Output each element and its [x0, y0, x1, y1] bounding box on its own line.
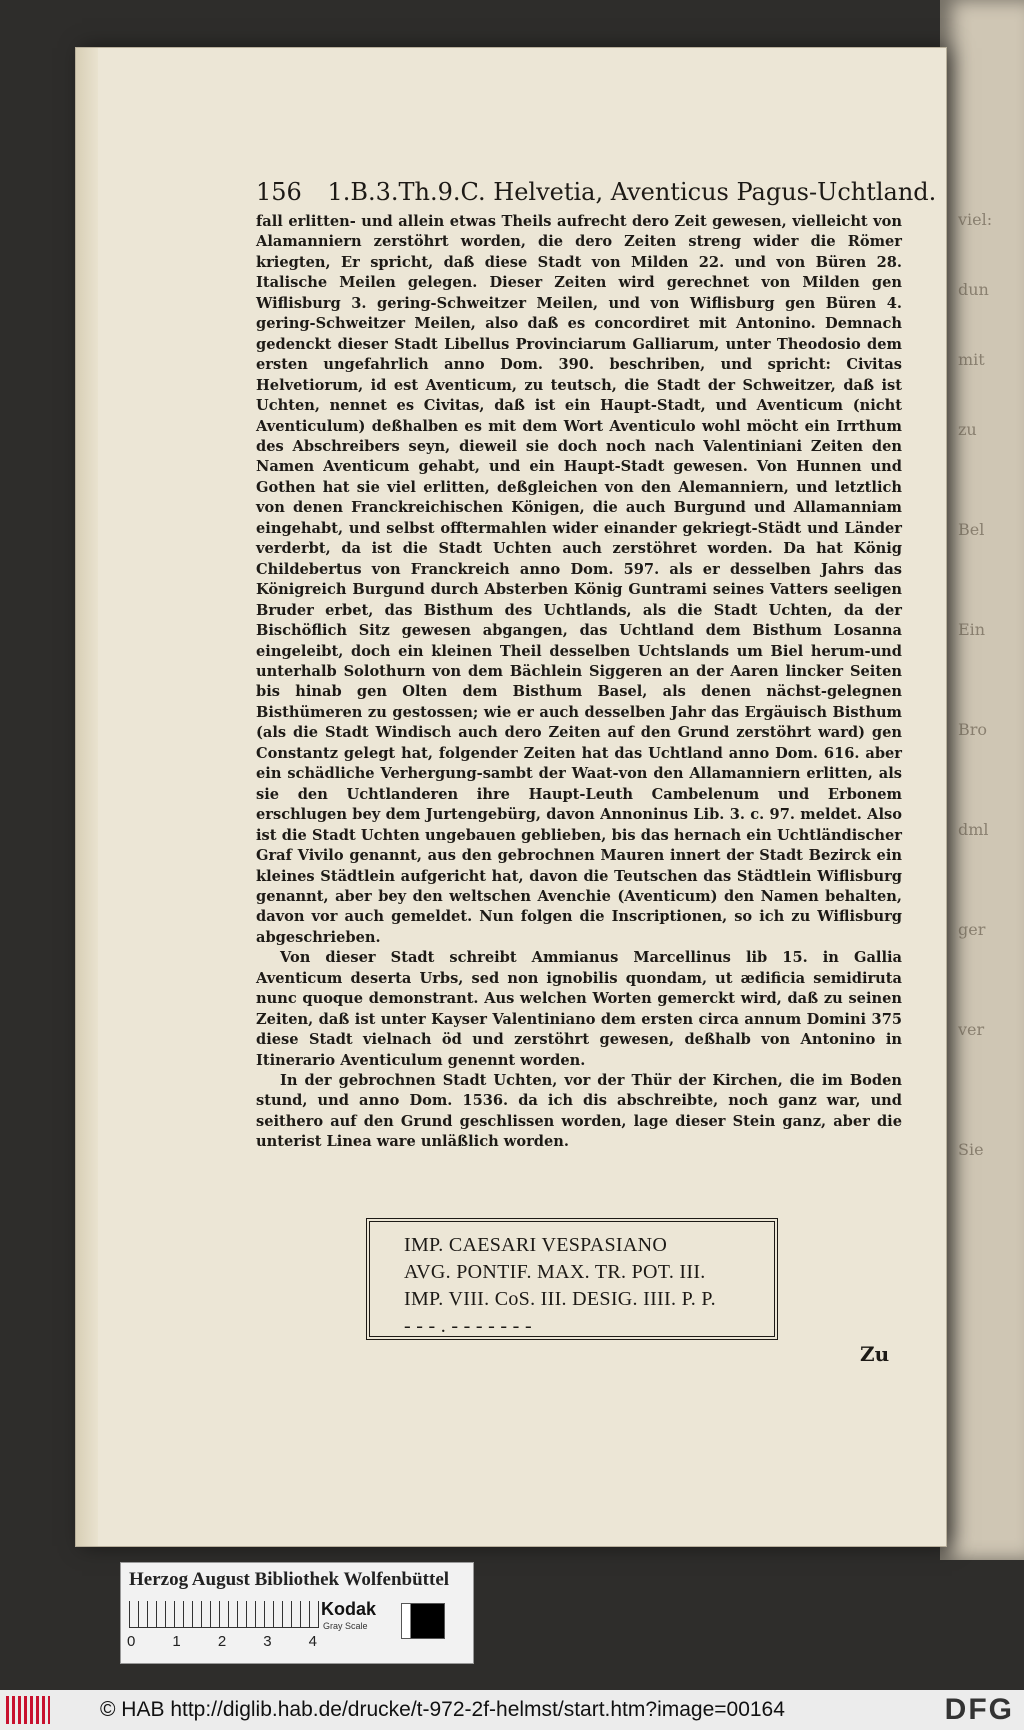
paragraph-2: Von dieser Stadt schreibt Ammianus Marcellinus lib 15. in Gallia Aventicum deserta Urbs, sed non ignobilis quondam, ut ædificia semidiruta nunc quoque demonstrant. Aus welchen Worten gemerckt wird, daß zu seinen Zeiten, daß ist unter Kayser Valentiniano dem ersten circa annum Domini 375 diese Stadt vielnach öd und zerstöhrt gewesen, deßhalb von Antonino in Itinerario Aventiculum genennt worden. — [256, 949, 902, 1069]
footer-bar — [0, 1690, 1024, 1730]
catchword: Zu — [860, 1342, 890, 1366]
scale-numbers: 0 1 2 3 4 — [127, 1633, 317, 1650]
scale-ruler — [129, 1601, 319, 1628]
page-number: 156 — [256, 178, 302, 206]
paragraph-1: fall erlitten- und allein etwas Theils aufrecht dero Zeit gewesen, vielleicht von Alamanniern zerstöhrt worden, die dero Zeiten streng wider die Römer kriegten, Er spricht, daß diese Stadt von Milden 22. und von Büren 28. Italische Meilen gelegen. Dieser Zeiten wird gerechnet von Milden gen Wiflisburg 3. gering-Schweitzer Meilen, und von Wiflisburg gen Büren 4. gering-Schweitzer Meilen, also daß es concordiret mit Antonino. Demnach gedenckt dieser Stadt Libellus Provinciarum Galliarum, unter Theodosio dem ersten ungefahrlich anno Dom. 390. beschriben, und spricht: Civitas Helvetiorum, id est Aventicum, zu teutsch, die Stadt der Schweitzer, daß ist Uchten, nennet es Civitas, daß ist ein Haupt-Stadt, und Aventicum (nicht Aventiculum) deßhalben es mit dem Wort Aventiculo wohl möcht ein Irrthum des Abschreibers seyn, dieweil sie doch noch nach Valentiniani Zeiten den Namen Aventicum gehabt, und ein Haupt-Stadt gewesen. Von Hunnen und Gothen hat sie viel erlitten, deßgleichen von den Alemanniern, und letztlich von denen Franckreichischen Königen, die auch Burgund und Allamanniam eingehabt, und selbst offtermahlen wider einander gekriegt-Städt und Länder verderbt, da ist die Stadt Uchten auch zerstöhret worden. Da hat König Childebertus von Franckreich anno Dom. 597. als er desselben Jahrs das Königreich Burgund durch Absterben König Guntrami seines Vatters seeligen Bruder erbet, das Bisthum des Uchtlands, als die Stadt Uchten, da der Bischöflich Sitz gewesen abgangen, das Uchtland dem Bisthum Losanna eingeleibt, doch ein kleinen Theil desselben Uchtslands um Biel herum-und unterhalb Solothurn von dem Bächlein Siggeren an der Aaren lincker Seiten bis hinab gen Olten dem Bisthum Basel, als denen nächst-gelegnen Bisthümeren zu gestossen; wie er auch desselben Jahr das Ergäuisch Bisthum (als die Stadt Windisch auch dero Zeiten auf den Grund zerstöhrt ward) gen Constantz gelegt hat, folgender Zeiten hat das Uchtland anno Dom. 616. aber ein schädliche Verhergung-sambt der Waat-von den Allamanniern erlitten, als sie den Uchtlanderen ihre Haupt-Leuth Cambelenum und Erbonem erschlugen bey dem Jurtengebürg, davon Annoninus Lib. 3. c. 97. meldet. Also ist die Stadt Uchten ungebauen geblieben, bis das hernach ein Uchtländischer Graf Vivilo genannt, aus den gebrochnen Mauren innert der Stadt Bezirck ein kleines Städtlein aufgericht hat, davon die Teutschen das Städtlein Wiflisburg genannt, aber bey den weltschen Avenchie (Aventicum) den Namen behalten, davon vor auch gemeldet. Nun folgen die Inscriptionen, so ich zu Wiflisburg abgeschrieben. — [256, 213, 902, 946]
body-text — [256, 212, 902, 1153]
running-header — [256, 178, 937, 206]
facing-page: viel: dun mit zu Bel Ein Bro dml ger ver Sie — [940, 0, 1024, 1560]
inscription-line: IMP. VIII. CoS. III. DESIG. IIII. P. P. — [404, 1288, 716, 1310]
library-name: Herzog August Bibliothek Wolfenbüttel — [129, 1569, 450, 1590]
paragraph-3: In der gebrochnen Stadt Uchten, vor der Thür der Kirchen, die im Boden stund, und anno Dom. 1536. da ich dis abschreibte, noch ganz war, und seithero auf den Grund geschlissen worden, lage dieser Stein ganz, aber die unterist Linea ware unläßlich worden. — [256, 1072, 902, 1151]
inscription-line: - - - . - - - - - - - — [404, 1315, 532, 1337]
library-label — [120, 1562, 474, 1664]
kodak-logo: Kodak — [321, 1599, 377, 1619]
inscription-line: IMP. CAESARI VESPASIANO — [404, 1234, 668, 1256]
inscription-line: AVG. PONTIF. MAX. TR. POT. III. — [404, 1261, 706, 1283]
gray-scale-label: Gray Scale — [323, 1621, 368, 1631]
dfg-logo: DFG — [944, 1693, 1014, 1726]
hab-logo-icon — [6, 1696, 50, 1724]
source-link[interactable]: © HAB http://diglib.hab.de/drucke/t-972-2f-helmst/start.htm?image=00164 — [100, 1698, 785, 1721]
page-edge — [76, 48, 98, 1546]
inscription-box — [366, 1218, 778, 1340]
running-title: 1.B.3.Th.9.C. Helvetia, Aventicus Pagus-Uchtland. — [327, 178, 937, 206]
gray-swatch — [401, 1603, 445, 1639]
